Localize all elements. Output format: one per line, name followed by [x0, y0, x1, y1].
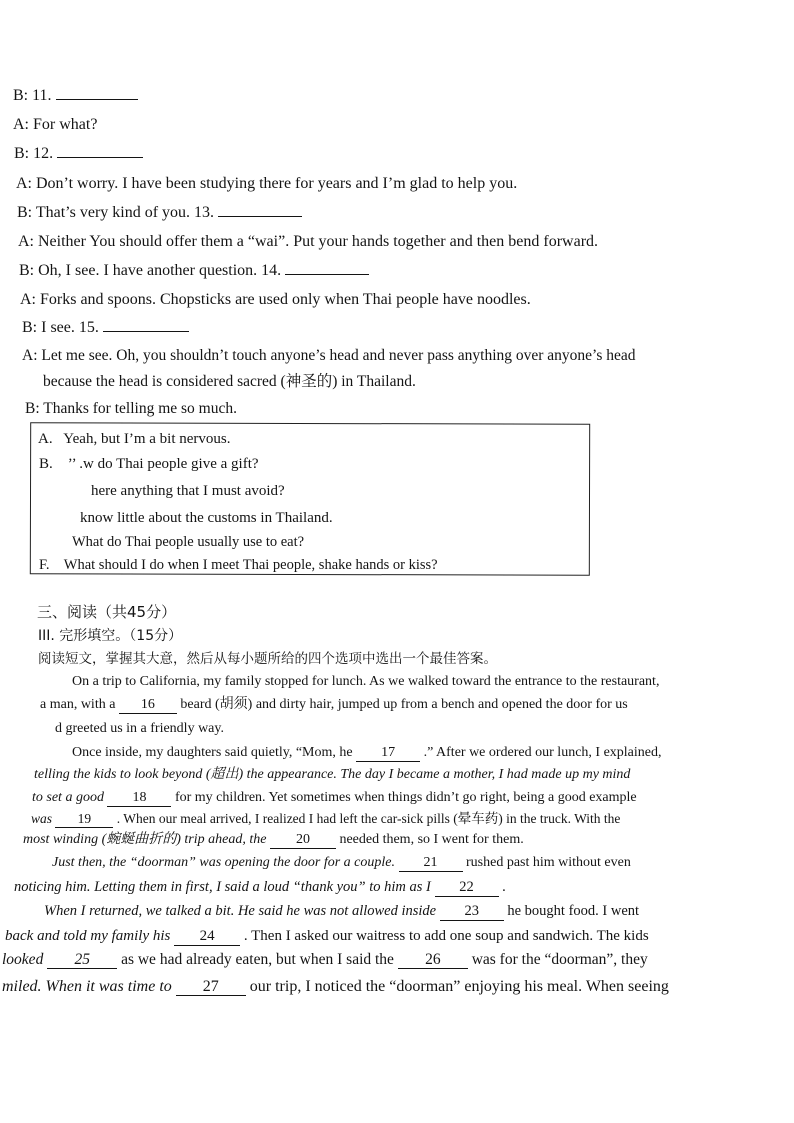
- answer-blank-15[interactable]: [103, 331, 189, 332]
- line-text: because the head is considered sacred (神圣的) in Thailand.: [43, 373, 416, 390]
- option-text: Yeah, but I’m a bit nervous.: [63, 431, 231, 447]
- line-text: Let me see. Oh, you shouldn’t touch anyone’s head and never pass anything over anyone’s head: [41, 347, 636, 364]
- cloze-blank-23[interactable]: 23: [440, 903, 504, 921]
- cloze-blank-21[interactable]: 21: [399, 854, 463, 872]
- dialogue-line: [22, 346, 636, 366]
- cloze-blank-25[interactable]: 25: [47, 951, 117, 969]
- cloze-blank-22[interactable]: 22: [435, 879, 499, 897]
- cloze-blank-24[interactable]: 24: [174, 928, 240, 946]
- speaker-label: B:: [13, 87, 29, 104]
- line-text: I see. 15.: [41, 319, 99, 336]
- dialogue-line: [25, 399, 237, 419]
- option-text: What should I do when I meet Thai people, shake hands or kiss?: [63, 557, 438, 573]
- cloze-blank-17[interactable]: 17: [356, 744, 420, 762]
- dialogue-line: [13, 115, 97, 135]
- speaker-label: A:: [13, 116, 29, 133]
- dialogue-line-continued: [43, 372, 416, 392]
- option-d: [80, 508, 333, 528]
- dialogue-line-13: [17, 203, 302, 223]
- speaker-label: B:: [19, 262, 35, 279]
- cloze-blank-26[interactable]: 26: [398, 951, 468, 969]
- cloze-blank-18[interactable]: 18: [107, 789, 171, 807]
- line-text: 11.: [32, 87, 52, 104]
- passage-line: back and told my family his 24 . Then I asked our waitress to add one soup and sandwich. The kids: [5, 928, 649, 944]
- option-text: here anything that I must avoid?: [91, 483, 285, 499]
- option-text: know little about the customs in Thailand.: [80, 510, 333, 526]
- speaker-label: A:: [20, 291, 36, 308]
- option-b: [39, 454, 259, 474]
- dialogue-line-14: [19, 261, 369, 281]
- passage-line: telling the kids to look beyond (超出) the appearance. The day I became a mother, I had made up my mind: [34, 767, 631, 782]
- option-e: [72, 532, 304, 552]
- dialogue-line-12: [14, 144, 143, 164]
- instruction-text: 阅读短文，掌握其大意，然后从每小题所给的四个选项中选出一个最佳答案。: [38, 651, 497, 667]
- passage-line: On a trip to California, my family stopped for lunch. As we walked toward the entrance to the restaurant,: [72, 674, 660, 689]
- passage-line: When I returned, we talked a bit. He said he was not allowed inside 23 he bought food. I went: [44, 903, 640, 919]
- passage-line: Once inside, my daughters said quietly, “Mom, he 17 .” After we ordered our lunch, I explained,: [72, 745, 662, 760]
- option-a: [38, 429, 231, 449]
- line-text: Don’t worry. I have been studying there for years and I’m glad to help you.: [36, 175, 518, 192]
- passage-line: to set a good 18 for my children. Yet sometimes when things didn’t go right, being a good example: [32, 790, 637, 805]
- option-text: ’’ .w do Thai people give a gift?: [67, 456, 259, 472]
- section-title: 三、阅读（共45分）: [37, 603, 177, 621]
- speaker-label: A:: [16, 175, 32, 192]
- line-text: For what?: [33, 116, 98, 133]
- line-text: Thanks for telling me so much.: [43, 400, 237, 417]
- passage-line: a man, with a 16 beard (胡须) and dirty hair, jumped up from a bench and opened the door for us: [40, 697, 628, 712]
- speaker-label: B:: [17, 204, 33, 221]
- cloze-blank-16[interactable]: 16: [119, 696, 177, 714]
- option-c: [91, 481, 285, 501]
- line-text: Forks and spoons. Chopsticks are used only when Thai people have noodles.: [40, 291, 531, 308]
- dialogue-line: [20, 290, 531, 310]
- passage-line: looked 25 as we had already eaten, but when I said the 26 was for the “doorman”, they: [2, 951, 648, 968]
- answer-blank-12[interactable]: [57, 157, 143, 158]
- dialogue-line-11: [13, 86, 138, 106]
- line-text: Oh, I see. I have another question. 14.: [38, 262, 282, 279]
- option-letter: B.: [39, 456, 53, 472]
- passage-line: miled. When it was time to 27 our trip, I noticed the “doorman” enjoying his meal. When seeing: [2, 978, 669, 995]
- passage-line: d greeted us in a friendly way.: [55, 721, 224, 736]
- dialogue-line: [18, 232, 598, 252]
- dialogue-line-15: [22, 318, 189, 338]
- cloze-blank-27[interactable]: 27: [176, 978, 246, 996]
- speaker-label: A:: [18, 233, 34, 250]
- speaker-label: B:: [14, 145, 30, 162]
- line-text: Neither You should offer them a “wai”. Put your hands together and then bend forward.: [38, 233, 599, 250]
- cloze-blank-20[interactable]: 20: [270, 831, 336, 849]
- option-text: What do Thai people usually use to eat?: [72, 534, 305, 550]
- passage-line: noticing him. Letting them in first, I said a loud “thank you” to him as I 22 .: [14, 879, 506, 895]
- part-title: III. 完形填空。（15分）: [38, 628, 183, 644]
- passage-line: most winding (蜿蜒曲折的) trip ahead, the 20 needed them, so I went for them.: [23, 832, 524, 847]
- cloze-blank-19[interactable]: 19: [55, 810, 113, 828]
- passage-line: was 19 . When our meal arrived, I realized I had left the car-sick pills (晕车药) in the truck. With the: [31, 811, 621, 826]
- answer-blank-14[interactable]: [285, 274, 369, 275]
- dialogue-line: [16, 174, 517, 194]
- option-letter: A.: [38, 431, 53, 447]
- line-text: That’s very kind of you. 13.: [35, 204, 215, 221]
- speaker-label: A:: [22, 347, 38, 364]
- answer-blank-13[interactable]: [218, 216, 302, 217]
- option-letter: F.: [39, 557, 50, 573]
- answer-blank-11[interactable]: [56, 99, 138, 100]
- speaker-label: B:: [22, 319, 38, 336]
- line-text: 12.: [33, 145, 54, 162]
- option-f: [39, 555, 438, 575]
- passage-line: Just then, the “doorman” was opening the door for a couple. 21 rushed past him without even: [52, 855, 631, 870]
- speaker-label: B:: [25, 400, 40, 417]
